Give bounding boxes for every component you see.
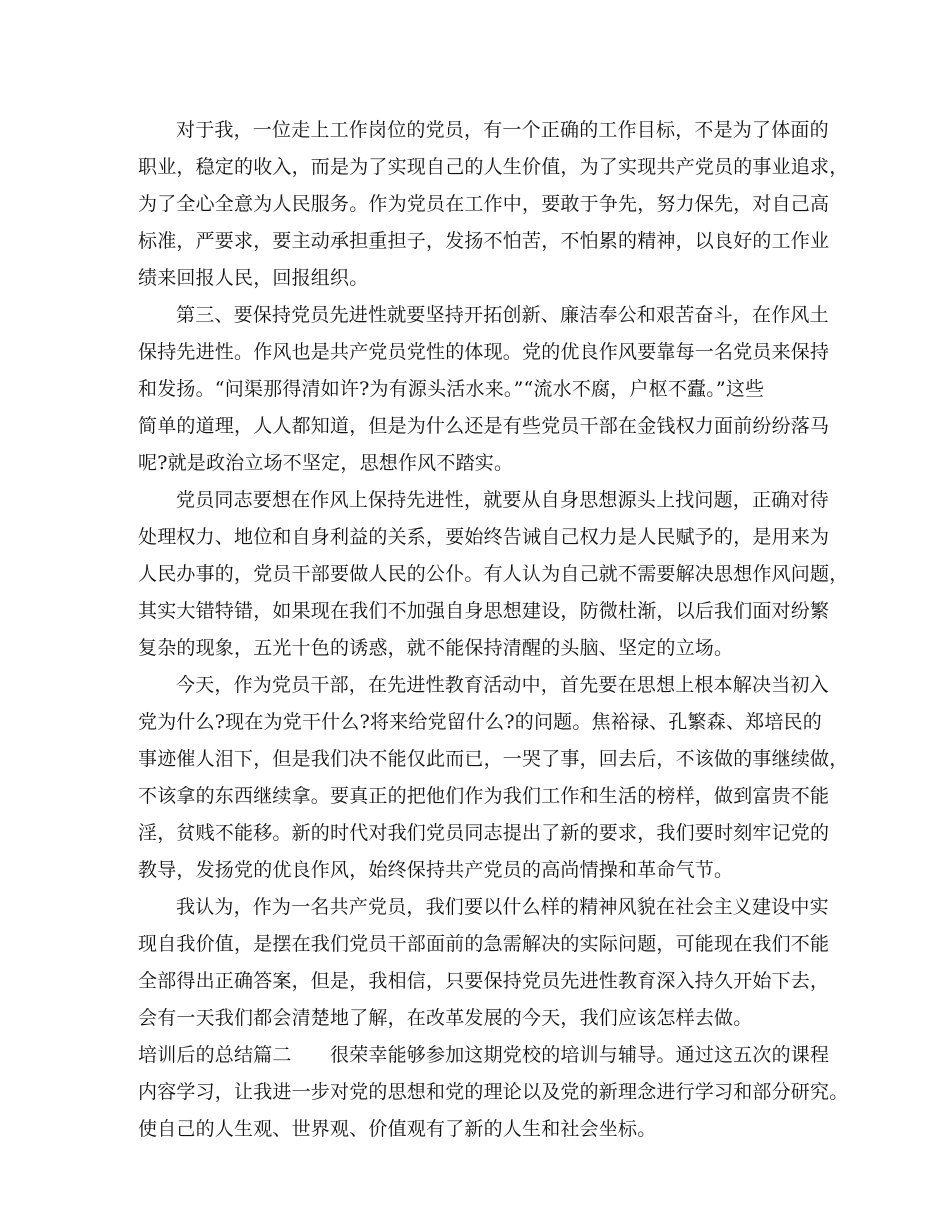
- text-line: 全部得出正确答案，但是，我相信，只要保持党员先进性教育深入持久开始下去，: [138, 970, 830, 992]
- text-line: 教导，发扬党的优良作风，始终保持共产党员的高尚情操和革命气节。: [138, 859, 734, 881]
- text-line: 绩来回报人民，回报组织。: [138, 267, 369, 289]
- text-line: 我认为，作为一名共产党员，我们要以什么样的精神风貌在社会主义建设中实: [176, 896, 829, 918]
- text-line: 今天，作为党员干部，在先进性教育活动中，首先要在思想上根本解决当初入: [176, 674, 829, 696]
- text-line: 人民办事的，党员干部要做人民的公仆。有人认为自己就不需要解决思想作风问题，: [138, 563, 849, 585]
- text-line: 事迹催人泪下，但是我们决不能仅此而已，一哭了事，回去后，不该做的事继续做，: [138, 748, 849, 770]
- text-line: 复杂的现象，五光十色的诱惑，就不能保持清醒的头脑、坚定的立场。: [138, 637, 734, 659]
- text-line: 现自我价值，是摆在我们党员干部面前的急需解决的实际问题，可能现在我们不能: [138, 933, 830, 955]
- text-line: 第三、要保持党员先进性就要坚持开拓创新、廉洁奉公和艰苦奋斗，在作风土: [176, 304, 829, 326]
- text-line: 处理权力、地位和自身利益的关系，要始终告诫自己权力是人民赋予的，是用来为: [138, 526, 830, 548]
- text-line: 呢?就是政治立场不坚定，思想作风不踏实。: [138, 452, 514, 474]
- text-line: 对于我，一位走上工作岗位的党员，有一个正确的工作目标，不是为了体面的: [176, 119, 829, 141]
- text-line: 其实大错特错，如果现在我们不加强自身思想建设，防微杜渐，以后我们面对纷繁: [138, 600, 830, 622]
- text-line: 不该拿的东西继续拿。要真正的把他们作为我们工作和生活的榜样，做到富贵不能: [138, 785, 830, 807]
- text-line: 党员同志要想在作风上保持先进性，就要从自身思想源头上找问题，正确对待: [176, 489, 829, 511]
- text-line: 党为什么?现在为党干什么?将来给党留什么?的问题。焦裕禄、孔繁森、郑培民的: [138, 711, 822, 733]
- text-line: 淫，贫贱不能移。新的时代对我们党员同志提出了新的要求，我们要时刻牢记党的: [138, 822, 830, 844]
- section-heading-line: 培训后的总结篇二 很荣幸能够参加这期党校的培训与辅导。通过这五次的课程: [138, 1044, 830, 1066]
- text-line: 为了全心全意为人民服务。作为党员在工作中，要敢于争先，努力保先，对自己高: [138, 193, 830, 215]
- text-line: 使自己的人生观、世界观、价值观有了新的人生和社会坐标。: [138, 1118, 657, 1140]
- text-line: 和发扬。“问渠那得清如许?为有源头活水来。”“流水不腐，户枢不蠹。”这些: [138, 378, 765, 400]
- text-line: 内容学习，让我进一步对党的思想和党的理论以及党的新理念进行学习和部分研究。: [138, 1081, 849, 1103]
- text-line: 保持先进性。作风也是共产党员党性的体现。党的优良作风要靠每一名党员来保持: [138, 341, 830, 363]
- text-line: 标准，严要求，要主动承担重担子，发扬不怕苦，不怕累的精神，以良好的工作业: [138, 230, 830, 252]
- text-line: 会有一天我们都会清楚地了解，在改革发展的今天，我们应该怎样去做。: [138, 1007, 753, 1029]
- text-line: 职业，稳定的收入，而是为了实现自己的人生价值，为了实现共产党员的事业追求，: [138, 156, 849, 178]
- text-line: 简单的道理，人人都知道，但是为什么还是有些党员干部在金钱权力面前纷纷落马: [138, 415, 830, 437]
